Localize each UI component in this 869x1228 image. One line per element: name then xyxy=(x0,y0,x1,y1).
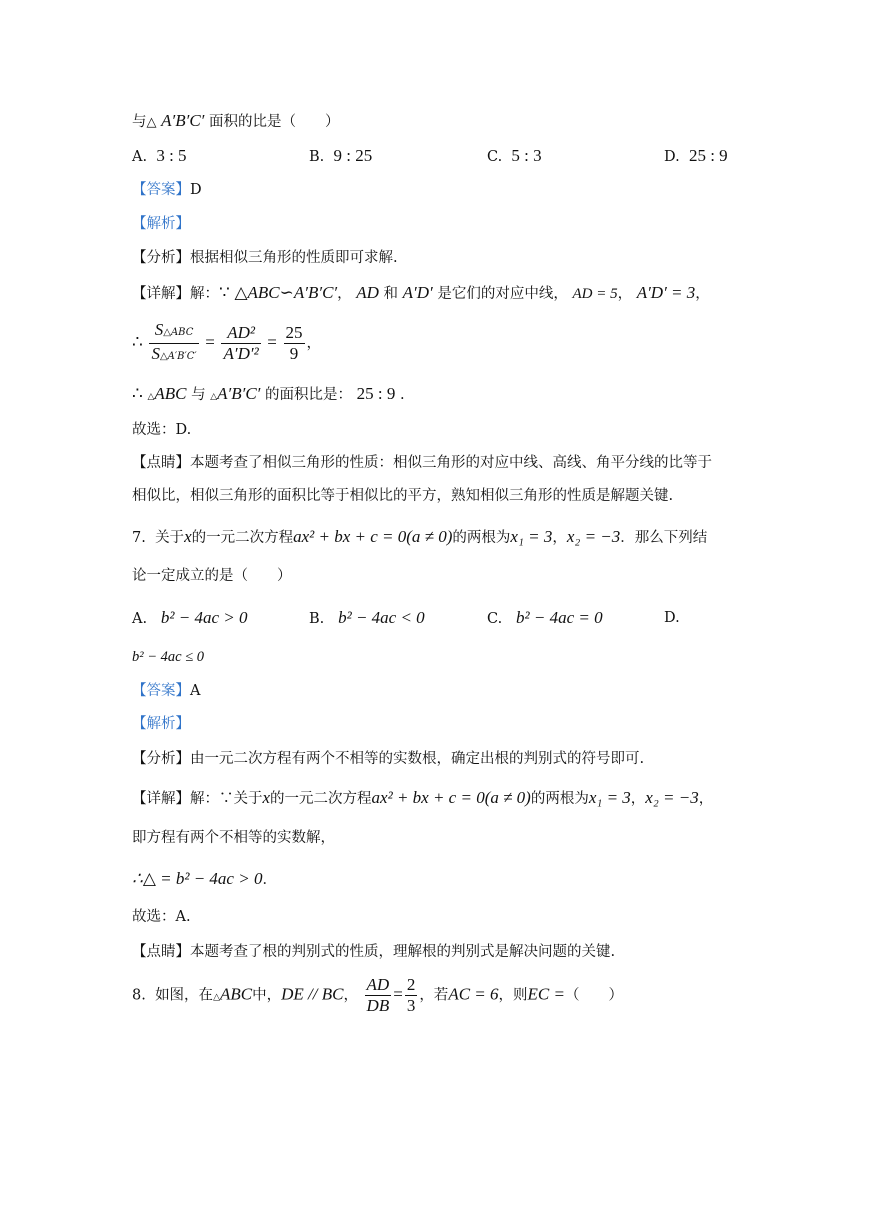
frac-den: DB xyxy=(366,996,390,1015)
comma: ， xyxy=(617,286,633,302)
xiangjie-tag: 【详解】 xyxy=(132,286,190,302)
q8-text: （ ） xyxy=(564,987,623,1004)
root-x2: x₂ = −3 xyxy=(645,788,699,807)
q7-analysis-tag: 【解析】 xyxy=(132,716,190,732)
q7-line-2: 即方程有两个不相等的实数解， xyxy=(132,830,335,846)
triangle-name: A′B′C′ xyxy=(217,384,261,403)
fenxi-text: 由一元二次方程有两个不相等的实数根，确定出根的判别式的符号即可. xyxy=(190,751,645,767)
fenxi-tag: 【分析】 xyxy=(132,751,190,767)
q8-stem: 8. 如图，在△ABC中，DE // BC， $\frac{AD}{DB}$ = $\frac{2}{3}$ ，若AC = 6，则EC =（ ） xyxy=(132,975,623,1015)
choice-value: 25 : 9 xyxy=(688,146,728,165)
q7-xiangjie: 【详解】解：∵关于x的一元二次方程ax² + bx + c = 0(a ≠ 0)的两根为x₁ = 3，x₂ = −3， xyxy=(132,788,714,807)
q6-stem-prefix: 与 xyxy=(132,114,147,130)
q6-triangle-name: A′B′C′ xyxy=(161,111,205,130)
triangle-symbol: △ xyxy=(147,392,155,402)
q6-dianjing-1 xyxy=(132,453,712,473)
variable-x: x xyxy=(262,788,271,807)
choice-value: b² − 4ac > 0 xyxy=(160,608,248,627)
ratio-value: 25 : 9 xyxy=(356,384,396,403)
parallel-statement: DE // BC xyxy=(281,984,344,1004)
q7-text: 关于 xyxy=(155,530,185,546)
triangle-name: ABC xyxy=(219,984,253,1004)
dianjing-tag: 【点睛】 xyxy=(132,455,190,471)
q6-dianjing-2: 相似比，相似三角形的面积比等于相似比的平方，熟知相似三角形的性质是解题关键. xyxy=(132,488,674,504)
choice-letter: B. xyxy=(309,149,325,165)
fenxi-text: 根据相似三角形的性质即可求解. xyxy=(190,250,398,266)
ac-equation: AC = 6 xyxy=(448,984,499,1004)
choice-value: 5 : 3 xyxy=(511,146,542,165)
period: ． xyxy=(262,872,277,888)
root-x1: x₁ = 3 xyxy=(510,527,553,546)
similar-statement: △ABC∽A′B′C′ xyxy=(234,283,338,302)
ec-expression: EC = xyxy=(527,984,565,1004)
dianjing-text: 本题考查了相似三角形的性质：相似三角形的对应中线、高线、角平分线的比等于 xyxy=(190,455,712,471)
q8-text: ，若 xyxy=(419,987,449,1004)
xiangjie-text: 解： xyxy=(190,286,219,302)
choice-letter: B. xyxy=(309,611,325,627)
therefore-symbol: ∴ xyxy=(132,384,143,403)
dianjing-text: 本题考查了根的判别式的性质，理解根的判别式是解决问题的关键. xyxy=(190,944,616,960)
area-ratio-fraction xyxy=(149,320,198,367)
q6-choice-c[interactable] xyxy=(487,146,542,167)
xiangjie-text: 解：∵关于 xyxy=(190,791,263,807)
q7-choice-d-value[interactable]: b² − 4ac ≤ 0 xyxy=(132,649,205,665)
therefore-symbol: ∴ xyxy=(132,332,143,352)
question-number: 8. xyxy=(132,987,146,1004)
root-x1: x₁ = 3 xyxy=(588,788,631,807)
triangle-symbol: △ xyxy=(146,115,157,130)
q7-choice-d-letter[interactable]: D. xyxy=(664,610,680,626)
frac-den: 3 xyxy=(406,996,416,1015)
choice-value: b² − 4ac < 0 xyxy=(338,608,425,627)
q7-choice-c[interactable] xyxy=(487,608,603,629)
segment-apdp: A′D′ xyxy=(402,283,433,302)
q7-answer xyxy=(132,681,200,701)
choice-letter: A. xyxy=(132,149,148,165)
comma: ， xyxy=(337,286,352,302)
triangle-name: ABC xyxy=(154,384,187,403)
q6-analysis-tag: 【解析】 xyxy=(132,216,190,232)
value-fraction xyxy=(405,975,418,1016)
q6-choice-d[interactable] xyxy=(664,146,728,167)
choice-letter: C. xyxy=(487,149,503,165)
median-ratio-fraction xyxy=(221,323,260,364)
variable-x: x xyxy=(184,527,192,546)
conjunction: 与 xyxy=(191,387,206,403)
frac-num: AD² xyxy=(221,323,260,344)
q6-answer xyxy=(132,180,202,200)
segment-ad: AD xyxy=(356,283,379,302)
choice-letter: C. xyxy=(487,611,503,627)
answer-tag: 【答案】 xyxy=(132,683,190,699)
q7-choose: 故选：A. xyxy=(132,909,191,925)
q7-stem-1: 7. 关于x的一元二次方程ax² + bx + c = 0(a ≠ 0)的两根为x₁ = 3，x₂ = −3．那么下列结 xyxy=(132,527,708,546)
question-number: 7. xyxy=(132,530,146,546)
answer-value: A xyxy=(190,683,201,699)
q6-ratio-line: ∴ △ABC 与 △A′B′C′ 的面积比是： 25 : 9 . xyxy=(132,384,405,403)
xiangjie-tag: 【详解】 xyxy=(132,791,190,807)
comma: ， xyxy=(306,335,321,352)
quadratic-equation: ax² + bx + c = 0(a ≠ 0) xyxy=(371,788,531,807)
q8-text: 如图，在 xyxy=(155,987,214,1004)
xiangjie-text: 的两根为 xyxy=(530,791,589,807)
q8-text: 中， xyxy=(252,987,282,1004)
apdp-equation: A′D′ = 3 xyxy=(636,283,696,302)
choice-letter: A. xyxy=(132,611,148,627)
q7-text: ．那么下列结 xyxy=(620,530,708,546)
segment-ratio-fraction xyxy=(365,975,392,1016)
choice-value: 9 : 25 xyxy=(333,146,373,165)
q6-xiangjie xyxy=(132,283,710,304)
q7-dianjing xyxy=(132,942,615,962)
q6-stem xyxy=(132,111,339,133)
q7-text: 的两根为 xyxy=(452,530,511,546)
dianjing-tag: 【点睛】 xyxy=(132,944,190,960)
median-text: 是它们的对应中线， xyxy=(437,286,568,302)
frac-num: 25 xyxy=(285,323,303,342)
frac-num: AD xyxy=(366,975,390,994)
frac-den: 9 xyxy=(289,344,299,363)
frac-num-sub: △ABC xyxy=(163,327,194,338)
q6-stem-suffix: 面积的比是（ ） xyxy=(208,114,340,130)
value-fraction xyxy=(284,323,305,364)
choice-letter: D. xyxy=(664,149,680,165)
quadratic-equation: ax² + bx + c = 0(a ≠ 0) xyxy=(293,527,453,546)
q7-text: 的一元二次方程 xyxy=(191,530,294,546)
q7-stem-2: 论一定成立的是（ ） xyxy=(132,568,292,584)
answer-value: D xyxy=(190,182,202,198)
answer-tag: 【答案】 xyxy=(132,182,190,198)
q7-choice-b[interactable] xyxy=(309,608,425,629)
q7-choice-a[interactable] xyxy=(132,608,248,629)
ad-equation: AD = 5 xyxy=(572,286,618,302)
frac-den: S xyxy=(151,344,160,363)
discriminant-inequality: ∴△ = b² − 4ac > 0 xyxy=(132,869,263,888)
frac-num: S xyxy=(154,320,164,339)
q6-choice-a[interactable] xyxy=(132,146,187,167)
triangle-symbol: △ xyxy=(210,392,218,402)
choice-value: 3 : 5 xyxy=(156,146,187,165)
because-symbol: ∵ xyxy=(219,283,230,302)
ratio-text: 的面积比是： xyxy=(264,387,352,403)
comma: ， xyxy=(695,286,710,302)
q6-fenxi xyxy=(132,248,398,268)
xiangjie-text: 的一元二次方程 xyxy=(270,791,372,807)
q6-choice-b[interactable] xyxy=(309,146,372,167)
conjunction: 和 xyxy=(383,286,399,302)
q7-fenxi xyxy=(132,749,644,769)
frac-num: 2 xyxy=(406,975,416,994)
q8-text: ，则 xyxy=(498,987,528,1004)
root-x2: x₂ = −3 xyxy=(566,527,621,546)
q7-line-3 xyxy=(132,869,277,890)
frac-den-sub: △A′B′C′ xyxy=(159,351,197,362)
choice-value: b² − 4ac = 0 xyxy=(516,608,603,627)
fenxi-tag: 【分析】 xyxy=(132,250,190,266)
frac-den: A′D′² xyxy=(223,344,259,363)
q6-choose: 故选：D. xyxy=(132,422,192,438)
q6-ratio-fraction-line: ∴ $\frac{\text{S△ABC}}{S\triangle A'B'C'}$ = $\frac{\text{AD²}}{\text{A′D′²}}$ = $\frac{25}{9}$ ， xyxy=(132,320,321,367)
